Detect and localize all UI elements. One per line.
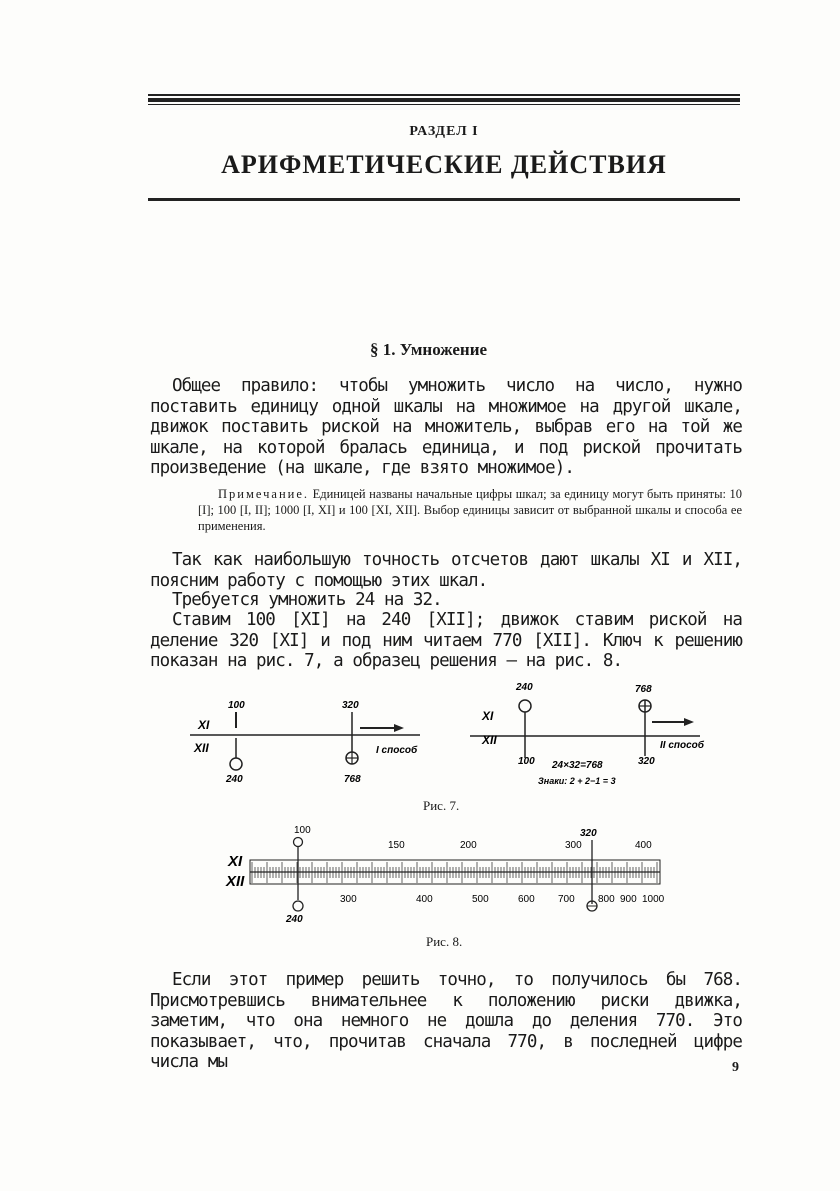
scale-xii-label-2: XII	[482, 733, 497, 747]
page-number: 9	[732, 1060, 739, 1075]
cursor-circle-240	[230, 758, 242, 770]
label-320: 320	[342, 700, 359, 711]
title-underline-rule	[148, 198, 740, 201]
steps-paragraph	[150, 610, 742, 672]
label-768-2: 768	[635, 684, 652, 695]
header-rule-thin-bottom	[148, 104, 740, 105]
top-label-100: 100	[294, 825, 311, 836]
bottom-label-400: 400	[416, 894, 433, 905]
bottom-label-300: 300	[340, 894, 357, 905]
marker-label-320: 320	[580, 828, 597, 839]
bottom-label-800: 800	[598, 894, 615, 905]
figure-8	[220, 820, 680, 930]
note-block	[198, 486, 742, 534]
note-text: Единицей названы начальные цифры шкал; за единицу могут быть приняты: 10 [I]; 100 [I, II]; 1000 [I, XI] и 100 [XI, XII]. Выбор единицы зависит от выбранной шкалы и способа ее применения.	[198, 487, 742, 533]
label-240-2: 240	[516, 682, 533, 693]
top-label-150: 150	[388, 840, 405, 851]
header-rule-thin-top	[148, 94, 740, 96]
steps-paragraph-text: Ставим 100 [XI] на 240 [XII]; движок ставим риской на деление 320 [XI] и под ним читаем 770 [XII]. Ключ к решению показан на рис. 7, а образец решения — на рис. 8.	[150, 610, 742, 671]
equation-label: 24×32=768	[552, 760, 603, 771]
figure-7-caption: Рис. 7.	[423, 798, 460, 813]
task-line-text: Требуется умножить 24 на 32.	[172, 590, 442, 610]
bottom-label-600: 600	[518, 894, 535, 905]
rule-paragraph-text: Общее правило: чтобы умножить число на число, нужно поставить единицу одной шкалы на множимое на другой шкале, движок поставить риской на множитель, выбрав его на той же шкале, на которой бралась единица, и под риской прочитать произведение (на шкале, где взято множимое).	[150, 376, 742, 478]
method-1-label: I способ	[376, 745, 418, 756]
paragraph-heading: § 1. Умножение	[370, 340, 488, 359]
scale-xi-label-2: XI	[482, 709, 494, 723]
scale-xii-label-fig8: XII	[226, 873, 245, 890]
label-240-fig8: 240	[286, 914, 303, 925]
label-320-2: 320	[638, 756, 655, 767]
figure-7-method-1	[190, 700, 420, 785]
closing-paragraph	[150, 970, 742, 1073]
scale-xii-label: XII	[194, 741, 209, 755]
figure-7	[180, 676, 740, 796]
scale-xi-label: XI	[198, 718, 210, 732]
bottom-label-700: 700	[558, 894, 575, 905]
accuracy-paragraph-text: Так как наибольшую точность отсчетов дают шкалы XI и XII, поясним работу с помощью этих шкал.	[150, 550, 742, 591]
cursor-circle-240-2	[519, 700, 531, 712]
closing-paragraph-text: Если этот пример решить точно, то получилось бы 768. Присмотревшись внимательнее к положению риски движка, заметим, что она немного не дошла до деления 770. Это показывает, что, прочитав сначала 770, в последней цифре числа мы	[150, 970, 742, 1072]
task-line	[150, 590, 742, 611]
label-100-2: 100	[518, 756, 535, 767]
figure-7-method-2	[470, 682, 705, 786]
label-240: 240	[226, 774, 243, 785]
rule-paragraph	[150, 376, 742, 479]
signs-label: Знаки: 2 + 2−1 = 3	[538, 776, 616, 786]
method-2-label: II способ	[660, 740, 704, 751]
bottom-label-900: 900	[620, 894, 637, 905]
bottom-label-1000: 1000	[642, 894, 665, 905]
section-title: АРИФМЕТИЧЕСКИЕ ДЕЙСТВИЯ	[221, 150, 667, 179]
label-100: 100	[228, 700, 245, 711]
top-label-400: 400	[635, 840, 652, 851]
note-label: Примечание.	[218, 487, 310, 501]
figure-8-caption: Рис. 8.	[426, 934, 463, 949]
label-768: 768	[344, 774, 361, 785]
header-rule-thick	[148, 98, 740, 102]
scale-xi-label-fig8: XI	[228, 853, 243, 870]
accuracy-paragraph	[150, 550, 742, 591]
top-label-300: 300	[565, 840, 582, 851]
top-label-200: 200	[460, 840, 477, 851]
bottom-label-500: 500	[472, 894, 489, 905]
cursor-circle-240-fig8	[293, 901, 303, 911]
section-label: РАЗДЕЛ I	[409, 124, 479, 139]
cursor-circle-100	[294, 838, 303, 847]
